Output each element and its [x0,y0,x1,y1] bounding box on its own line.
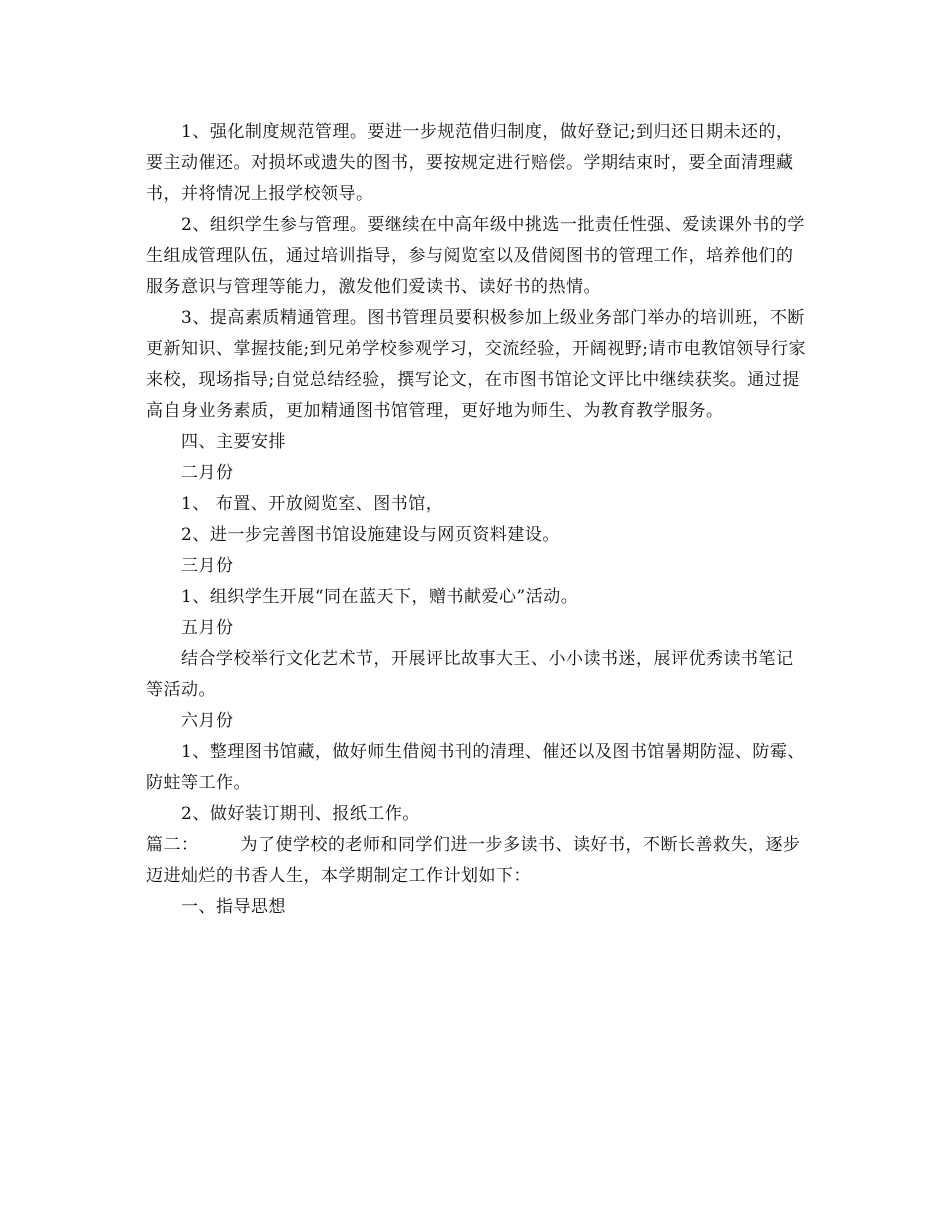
heading-guiding-ideology: 一、指导思想 [181,897,286,917]
item-june-2: 2、做好装订期刊、报纸工作。 [181,804,420,824]
heading-main-arrangements: 四、主要安排 [181,432,286,452]
paragraph-quality-improvement: 3、提高素质精通管理。图书管理员要积极参加上级业务部门举办的培训班，不断更新知识、掌握技能;到兄弟学校参观学习，交流经验，开阔视野;请市电教馆领导行家来校，现场指导;自觉总结经验，撰写论文，在市图书馆论文评比中继续获奖。通过提高自身业务素质，更加精通图书馆管理，更好地为师生、为教育教学服务。 [146,308,806,421]
heading-february: 二月份 [181,463,234,483]
item-march-1: 1、组织学生开展“同在蓝天下，赠书献爱心”活动。 [181,587,579,607]
paragraph-rule-management: 1、强化制度规范管理。要进一步规范借归制度，做好登记;到归还日期未还的，要主动催还。对损坏或遗失的图书，要按规定进行赔偿。学期结束时，要全面清理藏书，并将情况上报学校领导。 [146,122,794,204]
document-body [146,117,806,923]
paragraph-student-participation: 2、组织学生参与管理。要继续在中高年级中挑选一批责任性强、爱读课外书的学生组成管理队伍，通过培训指导，参与阅览室以及借阅图书的管理工作，培养他们的服务意识与管理等能力，激发他们爱读书、读好书的热情。 [146,215,805,297]
item-may-1: 结合学校举行文化艺术节，开展评比故事大王、小小读书迷，展评优秀读书笔记等活动。 [146,649,794,700]
item-february-1: 1、 布置、开放阅览室、图书馆， [181,494,444,514]
paragraph-section-two [146,830,806,892]
heading-may: 五月份 [181,618,234,638]
item-june-1: 1、整理图书馆藏，做好师生借阅书刊的清理、催还以及图书馆暑期防湿、防霉、防蛀等工作。 [146,742,805,793]
section-two-text: 为了使学校的老师和同学们进一步多读书、读好书，不断长善救失，逐步迈进灿烂的书香人生，本学期制定工作计划如下： [146,835,801,886]
item-february-2: 2、进一步完善图书馆设施建设与网页资料建设。 [181,525,560,545]
heading-march: 三月份 [181,556,234,576]
section-two-label: 篇二： [146,835,199,855]
heading-june: 六月份 [181,711,234,731]
